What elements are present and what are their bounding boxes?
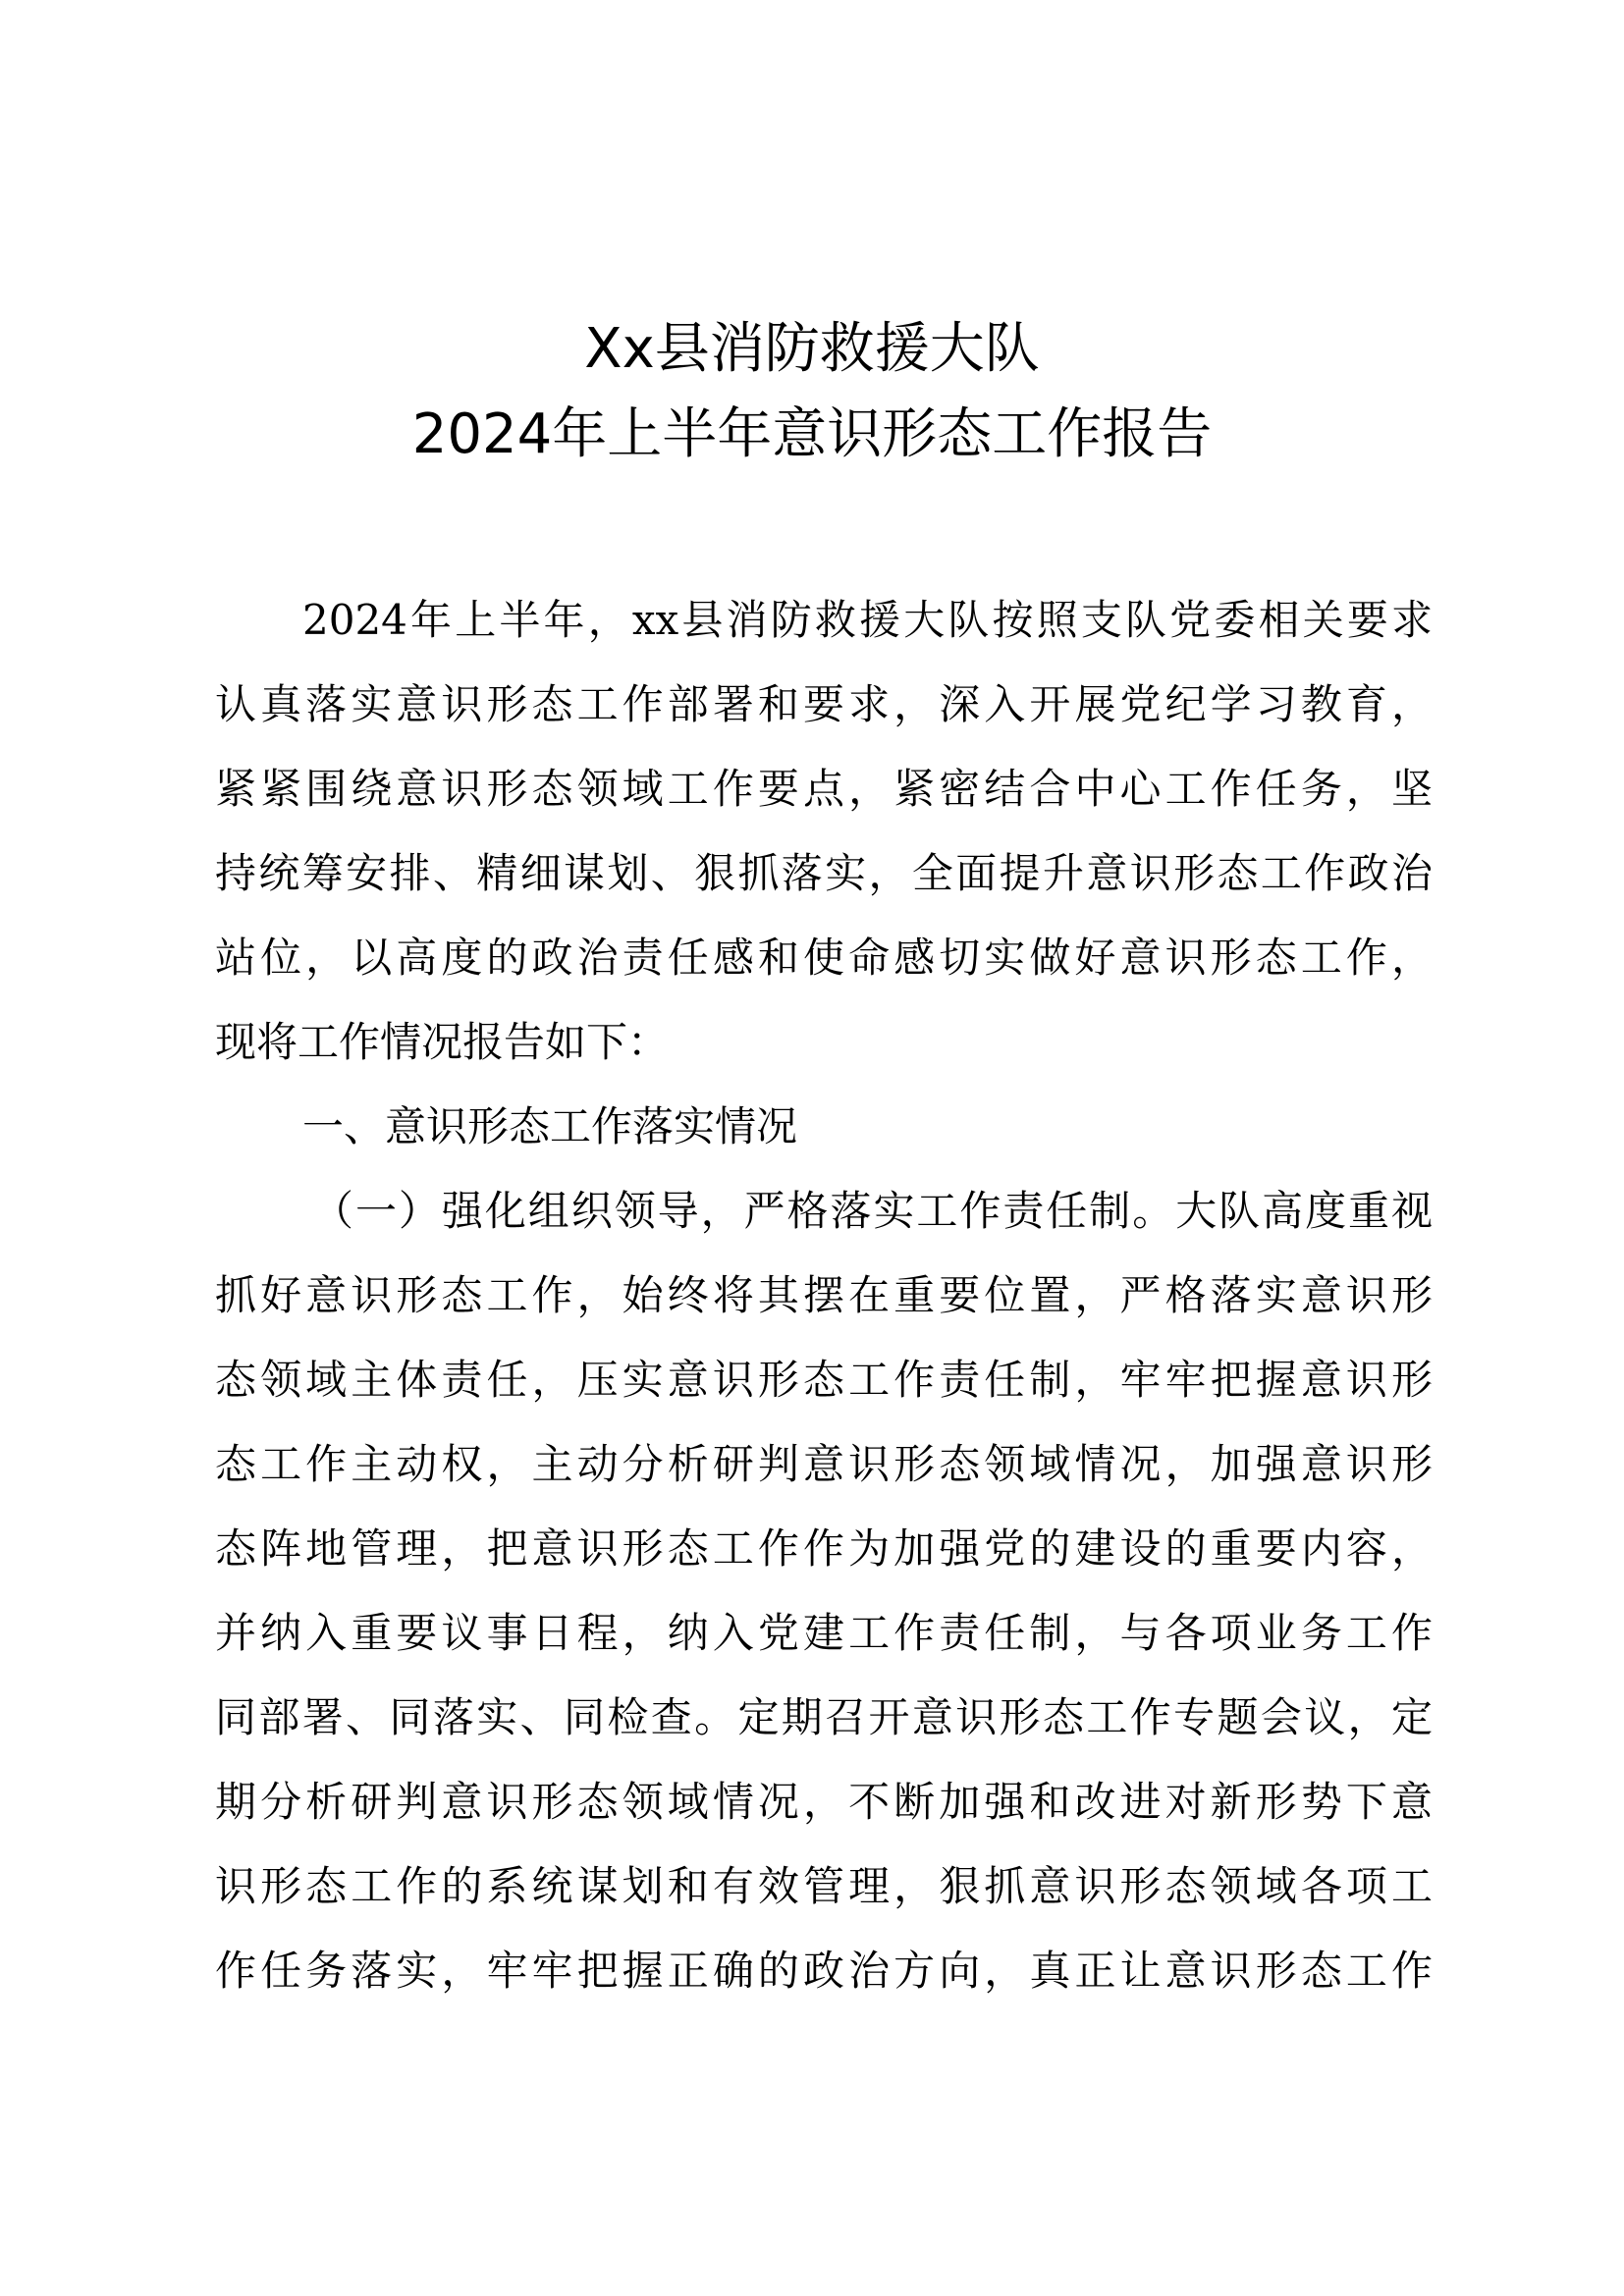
- title-line-2: 2024年上半年意识形态工作报告: [411, 402, 1213, 466]
- subsection-1-line-10: 作任务落实，牢牢把握正确的政治方向，真正让意识形态工作: [215, 1947, 1433, 1995]
- subsection-1-line-3: 态领域主体责任，压实意识形态工作责任制，牢牢把握意识形: [215, 1356, 1433, 1404]
- subsection-1-line-4: 态工作主动权，主动分析研判意识形态领域情况，加强意识形: [215, 1440, 1433, 1488]
- subsection-1-line-9: 识形态工作的系统谋划和有效管理，狠抓意识形态领域各项工: [215, 1862, 1433, 1910]
- subsection-1-line-7: 同部署、同落实、同检查。定期召开意识形态工作专题会议，定: [215, 1693, 1433, 1741]
- subsection-1-line-1: （一）强化组织领导，严格落实工作责任制。大队高度重视: [312, 1187, 1433, 1235]
- intro-line-5: 站位，以高度的政治责任感和使命感切实做好意识形态工作，: [215, 934, 1433, 982]
- intro-line-1: 2024年上半年，xx县消防救援大队按照支队党委相关要求: [302, 596, 1433, 644]
- intro-line-4: 持统筹安排、精细谋划、狠抓落实，全面提升意识形态工作政治: [215, 849, 1433, 897]
- subsection-1-line-6: 并纳入重要议事日程，纳入党建工作责任制，与各项业务工作: [215, 1609, 1433, 1657]
- subsection-1-line-8: 期分析研判意识形态领域情况，不断加强和改进对新形势下意: [215, 1778, 1433, 1826]
- intro-line-3: 紧紧围绕意识形态领域工作要点，紧密结合中心工作任务，坚: [215, 765, 1433, 813]
- intro-line-6: 现将工作情况报告如下：: [215, 1018, 670, 1066]
- intro-line-2: 认真落实意识形态工作部署和要求，深入开展党纪学习教育，: [215, 680, 1433, 728]
- section-1-heading: 一、意识形态工作落实情况: [302, 1102, 798, 1150]
- subsection-1-line-2: 抓好意识形态工作，始终将其摆在重要位置，严格落实意识形: [215, 1271, 1433, 1319]
- subsection-1-line-5: 态阵地管理，把意识形态工作作为加强党的建设的重要内容，: [215, 1524, 1433, 1573]
- title-line-1: Xx县消防救援大队: [584, 317, 1040, 381]
